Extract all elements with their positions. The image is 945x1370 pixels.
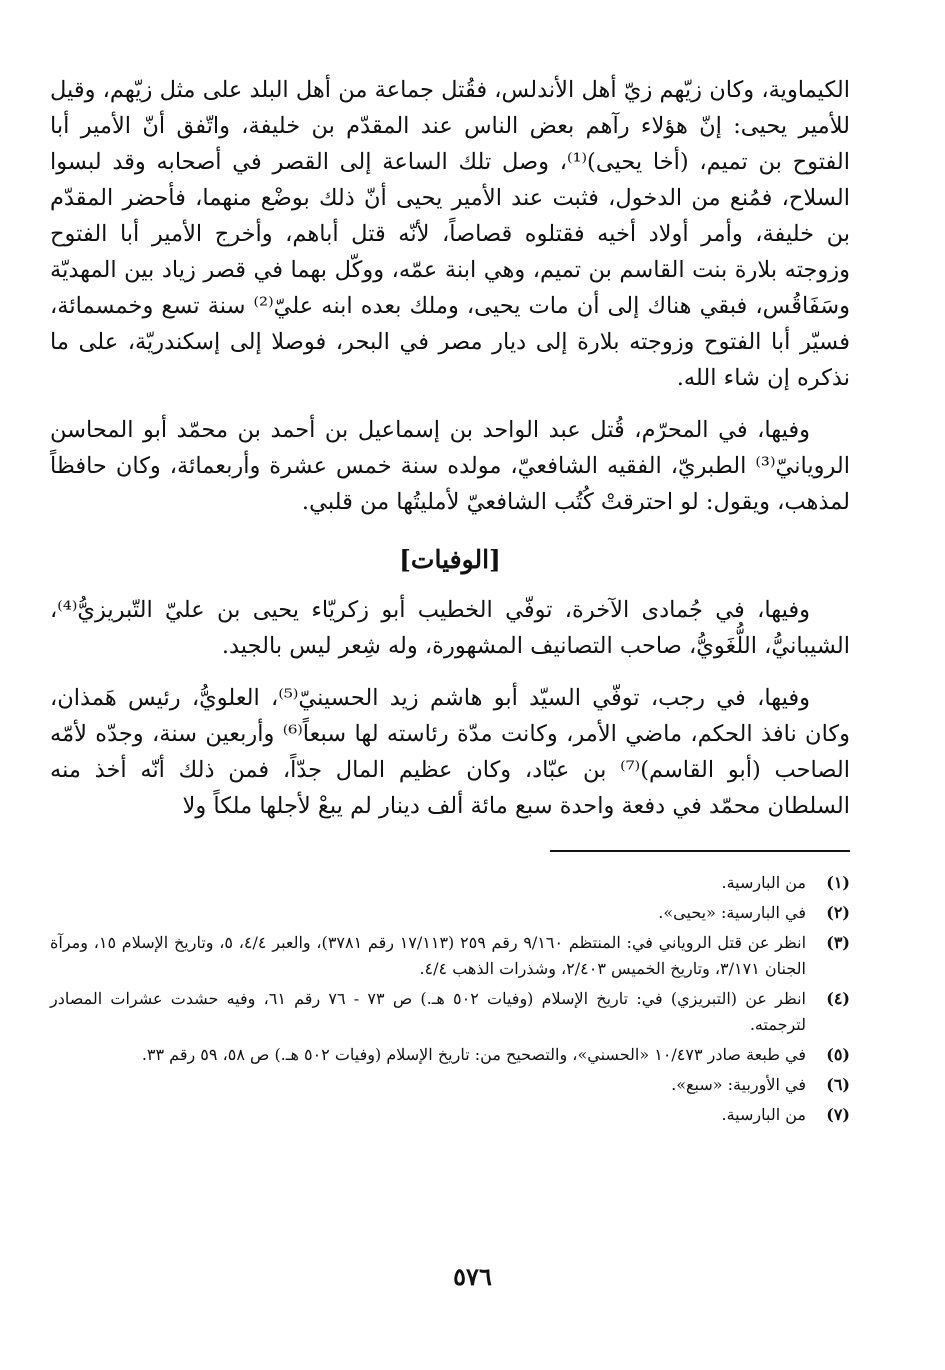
footnote-number: (٥) bbox=[826, 1045, 850, 1064]
footnote-number: (٢) bbox=[826, 903, 850, 922]
footnote-number: (١) bbox=[826, 873, 850, 892]
paragraph-3: وفيها، في جُمادى الآخرة، توفّي الخطيب أبو زكريّاء يحيى بن عليّ التّبريزيُّ⁽⁴⁾، الشيبانيُّ، اللُّغَويُّ، صاحب التصانيف المشهورة، وله شِعر ليس بالجيد. bbox=[50, 597, 850, 659]
footnotes-list bbox=[50, 870, 850, 1128]
footnote-text: في البارسية: «يحيى». bbox=[658, 903, 806, 922]
page-number: ٥٧٦ bbox=[453, 1262, 492, 1291]
footnote-divider bbox=[550, 850, 850, 852]
footnote-text: من البارسية. bbox=[721, 1105, 806, 1124]
paragraph-1: الكيماوية، وكان زيّهم زيّ أهل الأندلس، فقُتل جماعة من أهل البلد على مثل زيّهم، وقيل للأمير يحيى: إنّ هؤلاء رآهم بعض الناس عند المقدّم بن خليفة، واتّفق أنّ الأمير أبا الفتوح بن تميم، (أخا يحيى)⁽¹⁾، وصل تلك الساعة إلى القصر في أصحابه وقد لبسوا السلاح، فمُنع من الدخول، فثبت عند الأمير يحيى أنّ ذلك بوضْع منهما، فأحضر المقدّم بن خليفة، وأمر أولاد أخيه فقتلوه قصاصاً، لأنّه قتل أباهم، وأخرج الأمير أبا الفتوح وزوجته بلارة بنت القاسم بن تميم، وهي ابنة عمّه، ووكّل بهما في قصر زياد بين المهديّة وسَفَاقُس، فبقي هناك إلى أن مات يحيى، وملك بعده ابنه عليّ⁽²⁾ سنة تسع وخمسمائة، فسيّر أبا الفتوح وزوجته بلارة إلى ديار مصر في البحر، فوصلا إلى إسكندريّة، على ما نذكره إن شاء الله. bbox=[50, 77, 850, 391]
footnote-item bbox=[50, 986, 850, 1038]
footnote-text: انظر عن قتل الروياني في: المنتظم ٩/١٦٠ رقم ٢٥٩ (١٧/١١٣ رقم ٣٧٨١)، والعبر ٤/٤، ٥، وتاريخ الإسلام ١٥، ومرآة الجنان ٣/١٧١، وتاريخ الخميس ٢/٤٠٣، وشذرات الذهب ٤/٤. bbox=[50, 933, 807, 978]
footnote-item bbox=[50, 930, 850, 982]
footnote-item bbox=[50, 900, 850, 926]
paragraph-4: وفيها، في رجب، توفّي السيّد أبو هاشم زيد الحسينيّ⁽⁵⁾، العلويُّ، رئيس هَمذان، وكان نافذ الحكم، ماضي الأمر، وكانت مدّة رئاسته لها سبعاً⁽⁶⁾ وأربعين سنة، وجدّه لأمّه الصاحب (أبو القاسم)⁽⁷⁾ بن عبّاد، وكان عظيم المال جدّاً، فمن ذلك أنّه أخذ منه السلطان محمّد في دفعة واحدة سبع مائة ألف دينار لم يبعْ لأجلها ملكاً ولا bbox=[50, 685, 851, 819]
footnote-number: (٦) bbox=[826, 1075, 850, 1094]
footnote-number: (٧) bbox=[826, 1105, 850, 1124]
footnote-item bbox=[50, 1102, 850, 1128]
paragraph-2: وفيها، في المحرّم، قُتل عبد الواحد بن إسماعيل بن أحمد بن محمّد أبو المحاسن الرويانيّ⁽³⁾ الطبريّ، الفقيه الشافعيّ، مولده سنة خمس عشرة وأربعمائة، وكان حافظاً لمذهب، ويقول: لو احترقتْ كُتُب الشافعيّ لأمليتُها من قلبي. bbox=[50, 417, 850, 515]
section-title: [الوفيات] bbox=[399, 545, 501, 574]
footnote-item bbox=[50, 1042, 850, 1068]
footnote-number: (٣) bbox=[826, 933, 850, 952]
footnote-item bbox=[50, 1072, 850, 1098]
page-body bbox=[50, 72, 850, 1132]
footnote-text: في طبعة صادر ١٠/٤٧٣ «الحسني»، والتصحيح من: تاريخ الإسلام (وفيات ٥٠٢ هـ.) ص ٥٨، ٥٩ رقم ٣٣. bbox=[141, 1045, 806, 1064]
footnote-number: (٤) bbox=[826, 989, 850, 1008]
footnote-item bbox=[50, 870, 850, 896]
footnote-text: في الأوربية: «سبع». bbox=[671, 1075, 806, 1094]
footnote-text: من البارسية. bbox=[721, 873, 806, 892]
footnote-text: انظر عن (التبريزي) في: تاريخ الإسلام (وفيات ٥٠٢ هـ.) ص ٧٣ - ٧٦ رقم ٦١، وفيه حشدت عشرات المصادر لترجمته. bbox=[50, 989, 807, 1034]
